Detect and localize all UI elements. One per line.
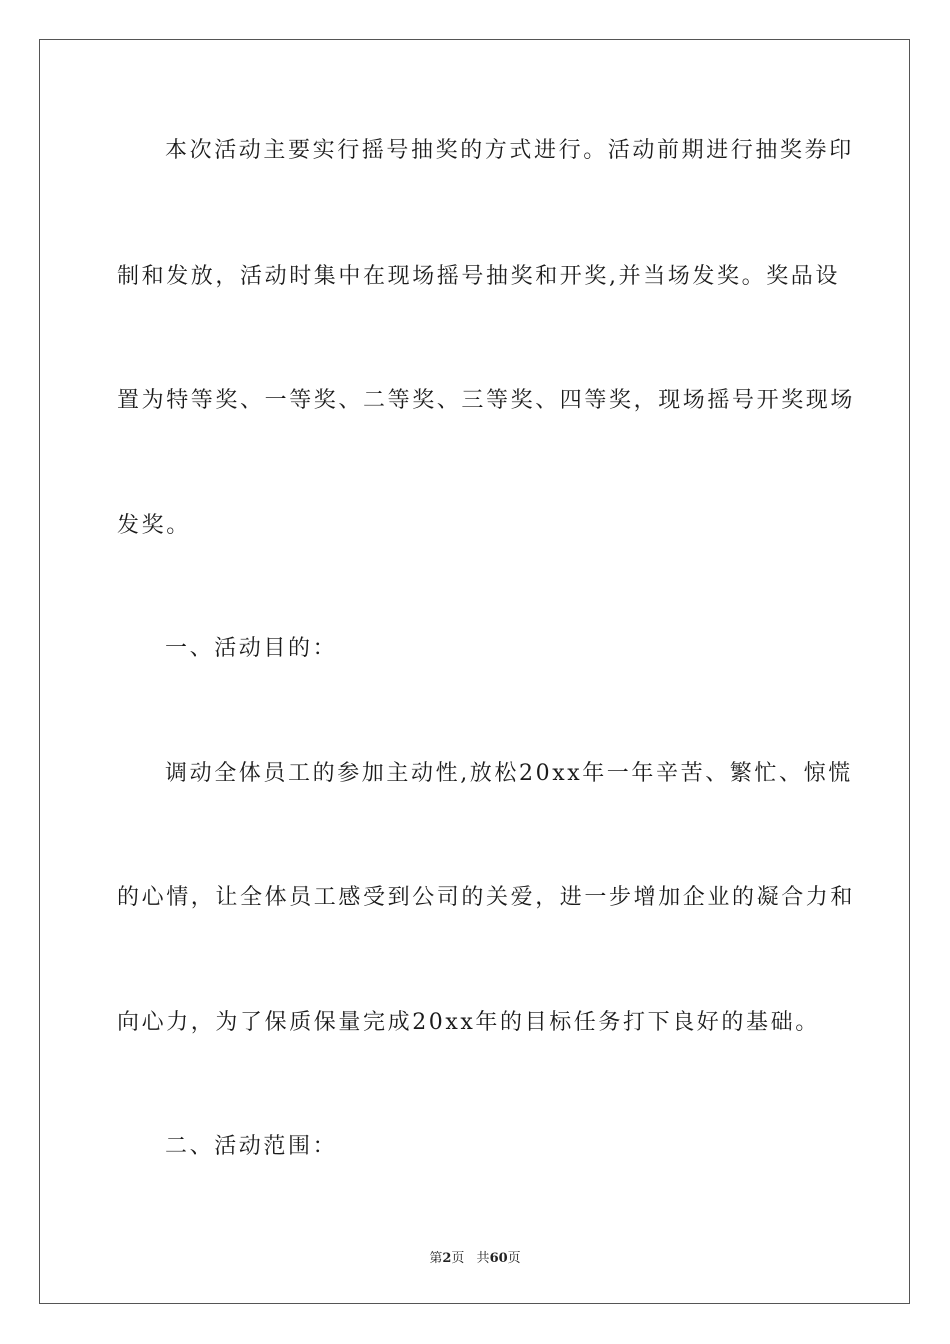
section-heading: 二、活动范围：	[165, 1134, 338, 1159]
page-number: 2	[442, 1251, 452, 1266]
total-suffix: 页	[507, 1251, 521, 1266]
paragraph-line: 的心情，让全体员工感受到公司的关爱，进一步增加企业的凝合力和	[117, 885, 856, 910]
page-suffix: 页	[451, 1251, 465, 1266]
page-indicator	[429, 1251, 464, 1266]
total-indicator	[477, 1251, 521, 1266]
page-frame	[39, 39, 910, 1304]
paragraph-line: 制和发放，活动时集中在现场摇号抽奖和开奖,并当场发奖。奖品设	[117, 264, 840, 289]
total-pages: 60	[489, 1251, 508, 1266]
paragraph-line: 置为特等奖、一等奖、二等奖、三等奖、四等奖，现场摇号开奖现场	[117, 388, 856, 413]
paragraph-line: 向心力，为了保质保量完成20xx年的目标任务打下良好的基础。	[117, 1010, 820, 1035]
paragraph-line: 调动全体员工的参加主动性,放松20xx年一年辛苦、繁忙、惊慌	[165, 761, 853, 786]
page-prefix: 第	[429, 1251, 443, 1266]
paragraph-line: 发奖。	[117, 513, 191, 538]
total-prefix: 共	[476, 1251, 490, 1266]
section-heading: 一、活动目的：	[165, 636, 338, 661]
paragraph-line: 本次活动主要实行摇号抽奖的方式进行。活动前期进行抽奖券印	[165, 138, 854, 163]
page-footer	[0, 1247, 950, 1266]
